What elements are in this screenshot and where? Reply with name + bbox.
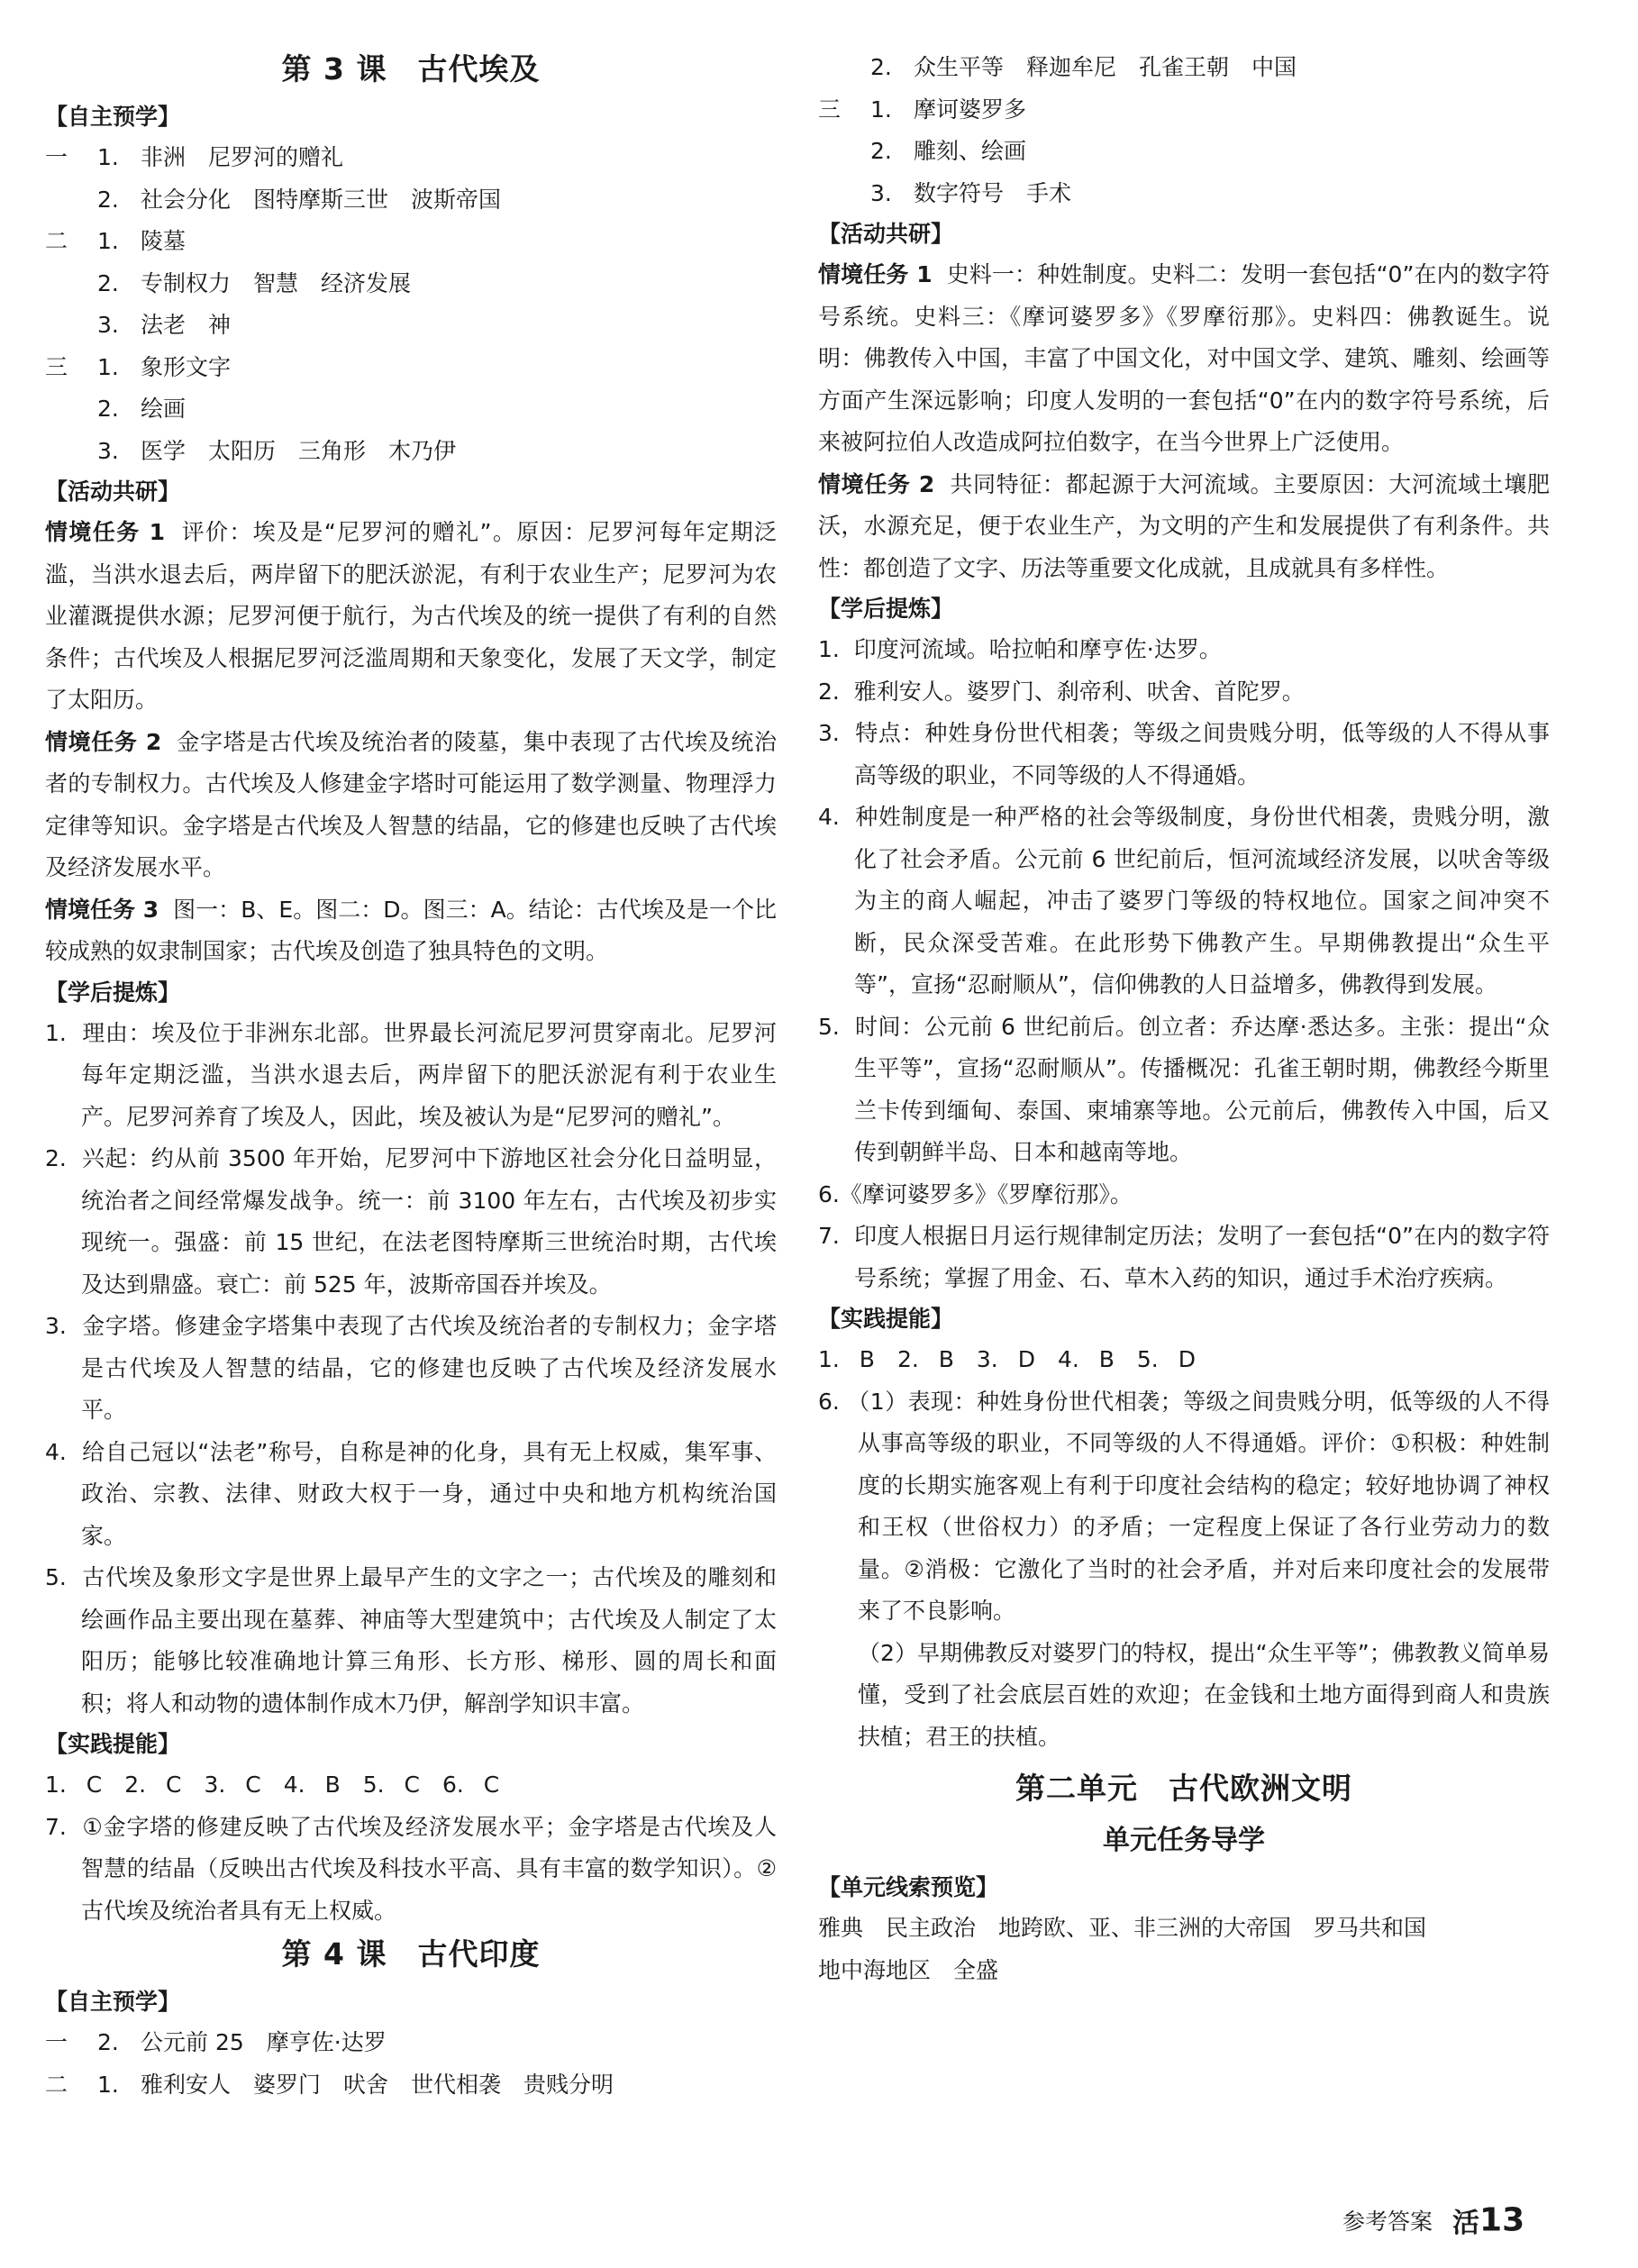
choice-answers: 1. C 2. C 3. C 4. B 5. C 6. C	[45, 1772, 500, 1798]
task-paragraph: 情境任务 1 评价：埃及是“尼罗河的赠礼”。原因：尼罗河每年定期泛滥，当洪水退去后，两岸留下的肥沃淤泥，有利于农业生产；尼罗河为农业灌溉提供水源；尼罗河便于航行，为古代埃及的统一提供了有利的自然条件；古代埃及人根据尼罗河泛滥周期和天象变化，发展了天文学，制定了太阳历。	[45, 519, 777, 713]
task-tag: 情境任务 2	[45, 728, 162, 755]
list-item: 二 1. 雅利安人 婆罗门 吠舍 世代相袭 贵贱分明	[45, 2071, 614, 2098]
list-item: 2. 雕刻、绘画	[870, 138, 1027, 164]
footer-mark: 活	[1452, 2208, 1480, 2239]
clue-line: 雅典 民主政治 地跨欧、亚、非三洲的大帝国 罗马共和国	[818, 1915, 1427, 1941]
task-tag: 情境任务 2	[818, 470, 935, 497]
list-item: 6.《摩诃婆罗多》《罗摩衍那》。	[818, 1180, 1133, 1207]
list-item: 1. 理由：埃及位于非洲东北部。世界最长河流尼罗河贯穿南北。尼罗河每年定期泛滥，当洪水退去后，两岸留下的肥沃淤泥有利于农业生产。尼罗河养育了埃及人，因此，埃及被认为是“尼罗河的赠礼”。	[45, 1019, 777, 1130]
list-item: 3. 金字塔。修建金字塔集中表现了古代埃及统治者的专制权力；金字塔是古代埃及人智慧的结晶，它的修建也反映了古代埃及经济发展水平。	[45, 1313, 777, 1423]
list-item: 二 1. 陵墓	[45, 228, 187, 254]
unit-subtitle: 单元任务导学	[1103, 1825, 1265, 1856]
list-item: 7. 印度人根据日月运行规律制定历法；发明了一套包括“0”在内的数字符号系统；掌握了用金、石、草木入药的知识，通过手术治疗疾病。	[818, 1223, 1550, 1291]
list-item: 一 2. 公元前 25 摩亨佐·达罗	[45, 2029, 387, 2055]
page-number: 13	[1479, 2201, 1525, 2239]
list-item: 3. 数字符号 手术	[870, 179, 1072, 206]
page-footer	[1342, 2200, 1577, 2245]
list-item: 2. 众生平等 释迦牟尼 孔雀王朝 中国	[870, 54, 1297, 80]
list-item: 2. 社会分化 图特摩斯三世 波斯帝国	[97, 186, 502, 213]
list-item: 一 1. 非洲 尼罗河的赠礼	[45, 144, 344, 170]
list-item: 7. ①金字塔的修建反映了古代埃及经济发展水平；金字塔是古代埃及人智慧的结晶（反映出古代埃及科技水平高、具有丰富的数学知识）。②古代埃及统治者具有无上权威。	[45, 1813, 777, 1924]
choice-answers: 1. B 2. B 3. D 4. B 5. D	[818, 1346, 1196, 1372]
list-item: 3. 法老 神	[97, 312, 232, 338]
task-tag: 情境任务 1	[818, 261, 933, 287]
task-paragraph: 情境任务 2 共同特征：都起源于大河流域。主要原因：大河流域土壤肥沃，水源充足，便于农业生产，为文明的产生和发展提供了有利条件。共性：都创造了文字、历法等重要文化成就，且成就具有多样性。	[818, 470, 1550, 581]
unit-title: 第二单元 古代欧洲文明	[1015, 1771, 1352, 1806]
task-paragraph: 情境任务 2 金字塔是古代埃及统治者的陵墓，集中表现了古代埃及统治者的专制权力。古代埃及人修建金字塔时可能运用了数学测量、物理浮力定律等知识。金字塔是古代埃及人智慧的结晶，它的修建也反映了古代埃及经济发展水平。	[45, 728, 777, 880]
section-header-xuehou: 【学后提炼】	[818, 596, 954, 622]
list-item: 三 1. 象形文字	[45, 353, 232, 380]
right-column	[818, 47, 1550, 1991]
section-header-shijian: 【实践提能】	[45, 1731, 181, 1757]
list-item: 2. 雅利安人。婆罗门、刹帝利、吠舍、首陀罗。	[818, 678, 1305, 705]
clue-line: 地中海地区 全盛	[818, 1956, 999, 1983]
task-tag: 情境任务 1	[45, 519, 165, 545]
section-header-xuehou: 【学后提炼】	[45, 979, 181, 1006]
section-header-zizhu: 【自主预学】	[45, 104, 181, 130]
list-item: 6. （1）表现：种姓身份世代相袭；等级之间贵贱分明，低等级的人不得从事高等级的职业，不同等级的人不得通婚。评价：①积极：种姓制度的长期实施客观上有利于印度社会结构的稳定；较好地协调了神权和王权（世俗权力）的矛盾；一定程度上保证了各行业劳动力的数量。②消极：它激化了当时的社会矛盾，并对后来印度社会的发展带来了不良影响。	[818, 1388, 1550, 1624]
task-paragraph: 情境任务 1 史料一：种姓制度。史料二：发明一套包括“0”在内的数字符号系统。史料三：《摩诃婆罗多》《罗摩衍那》。史料四：佛教诞生。说明：佛教传入中国，丰富了中国文化，对中国文学、建筑、雕刻、绘画等方面产生深远影响；印度人发明的一套包括“0”在内的数字符号系统，后来被阿拉伯人改造成阿拉伯数字，在当今世界上广泛使用。	[818, 261, 1550, 455]
zizhu-list	[45, 137, 777, 472]
list-item: 3. 医学 太阳历 三角形 木乃伊	[97, 437, 457, 464]
list-item: 4. 给自己冠以“法老”称号，自称是神的化身，具有无上权威，集军事、政治、宗教、法律、财政大权于一身，通过中央和地方机构统治国家。	[45, 1438, 777, 1549]
list-item: 4. 种姓制度是一种严格的社会等级制度，身份世代相袭，贵贱分明，激化了社会矛盾。公元前 6 世纪前后，恒河流域经济发展，以吠舍等级为主的商人崛起，冲击了婆罗门等级的特权地位。国家之间冲突不断，民众深受苦难。在此形势下佛教产生。早期佛教提出“众生平等”，宣扬“忍耐顺从”，信仰佛教的人日益增多，佛教得到发展。	[818, 804, 1550, 997]
section-header-xiansuo: 【单元线索预览】	[818, 1874, 999, 1900]
list-item: 2. 专制权力 智慧 经济发展	[97, 269, 412, 296]
section-header-zizhu: 【自主预学】	[45, 1989, 181, 2015]
task-paragraph: 情境任务 3 图一：B、E。图二：D。图三：A。结论：古代埃及是一个比较成熟的奴隶制国家；古代埃及创造了独具特色的文明。	[45, 896, 777, 964]
list-item-continued: （2）早期佛教反对婆罗门的特权，提出“众生平等”；佛教教义简单易懂，受到了社会底层百姓的欢迎；在金钱和土地方面得到商人和贵族扶植；君王的扶植。	[858, 1639, 1550, 1750]
lesson-4-title: 第 4 课 古代印度	[281, 1936, 541, 1972]
list-item: 5. 时间：公元前 6 世纪前后。创立者：乔达摩·悉达多。主张：提出“众生平等”，宣扬“忍耐顺从”。传播概况：孔雀王朝时期，佛教经今斯里兰卡传到缅甸、泰国、柬埔寨等地。公元前后，佛教传入中国，后又传到朝鲜半岛、日本和越南等地。	[818, 1013, 1550, 1165]
list-item: 2. 绘画	[97, 396, 187, 422]
left-column	[45, 47, 777, 2106]
lesson-3-title: 第 3 课 古代埃及	[281, 51, 541, 87]
section-header-shijian: 【实践提能】	[818, 1306, 954, 1332]
list-item: 3. 特点：种姓身份世代相袭；等级之间贵贱分明，低等级的人不得从事高等级的职业，不同等级的人不得通婚。	[818, 720, 1550, 788]
list-item: 1. 印度河流域。哈拉帕和摩亨佐·达罗。	[818, 636, 1222, 662]
list-item: 三 1. 摩诃婆罗多	[818, 96, 1027, 123]
section-header-huodong: 【活动共研】	[818, 221, 954, 247]
section-header-huodong: 【活动共研】	[45, 478, 181, 505]
list-item: 5. 古代埃及象形文字是世界上最早产生的文字之一；古代埃及的雕刻和绘画作品主要出现在墓葬、神庙等大型建筑中；古代埃及人制定了太阳历；能够比较准确地计算三角形、长方形、梯形、圆的周长和面积；将人和动物的遗体制作成木乃伊，解剖学知识丰富。	[45, 1564, 777, 1717]
list-item: 2. 兴起：约从前 3500 年开始，尼罗河中下游地区社会分化日益明显，统治者之间经常爆发战争。统一：前 3100 年左右，古代埃及初步实现统一。强盛：前 15 世纪，在法老图特摩斯三世统治时期，古代埃及达到鼎盛。衰亡：前 525 年，波斯帝国吞并埃及。	[45, 1145, 777, 1298]
footer-label: 参考答案	[1342, 2209, 1433, 2235]
task-tag: 情境任务 3	[45, 896, 159, 923]
